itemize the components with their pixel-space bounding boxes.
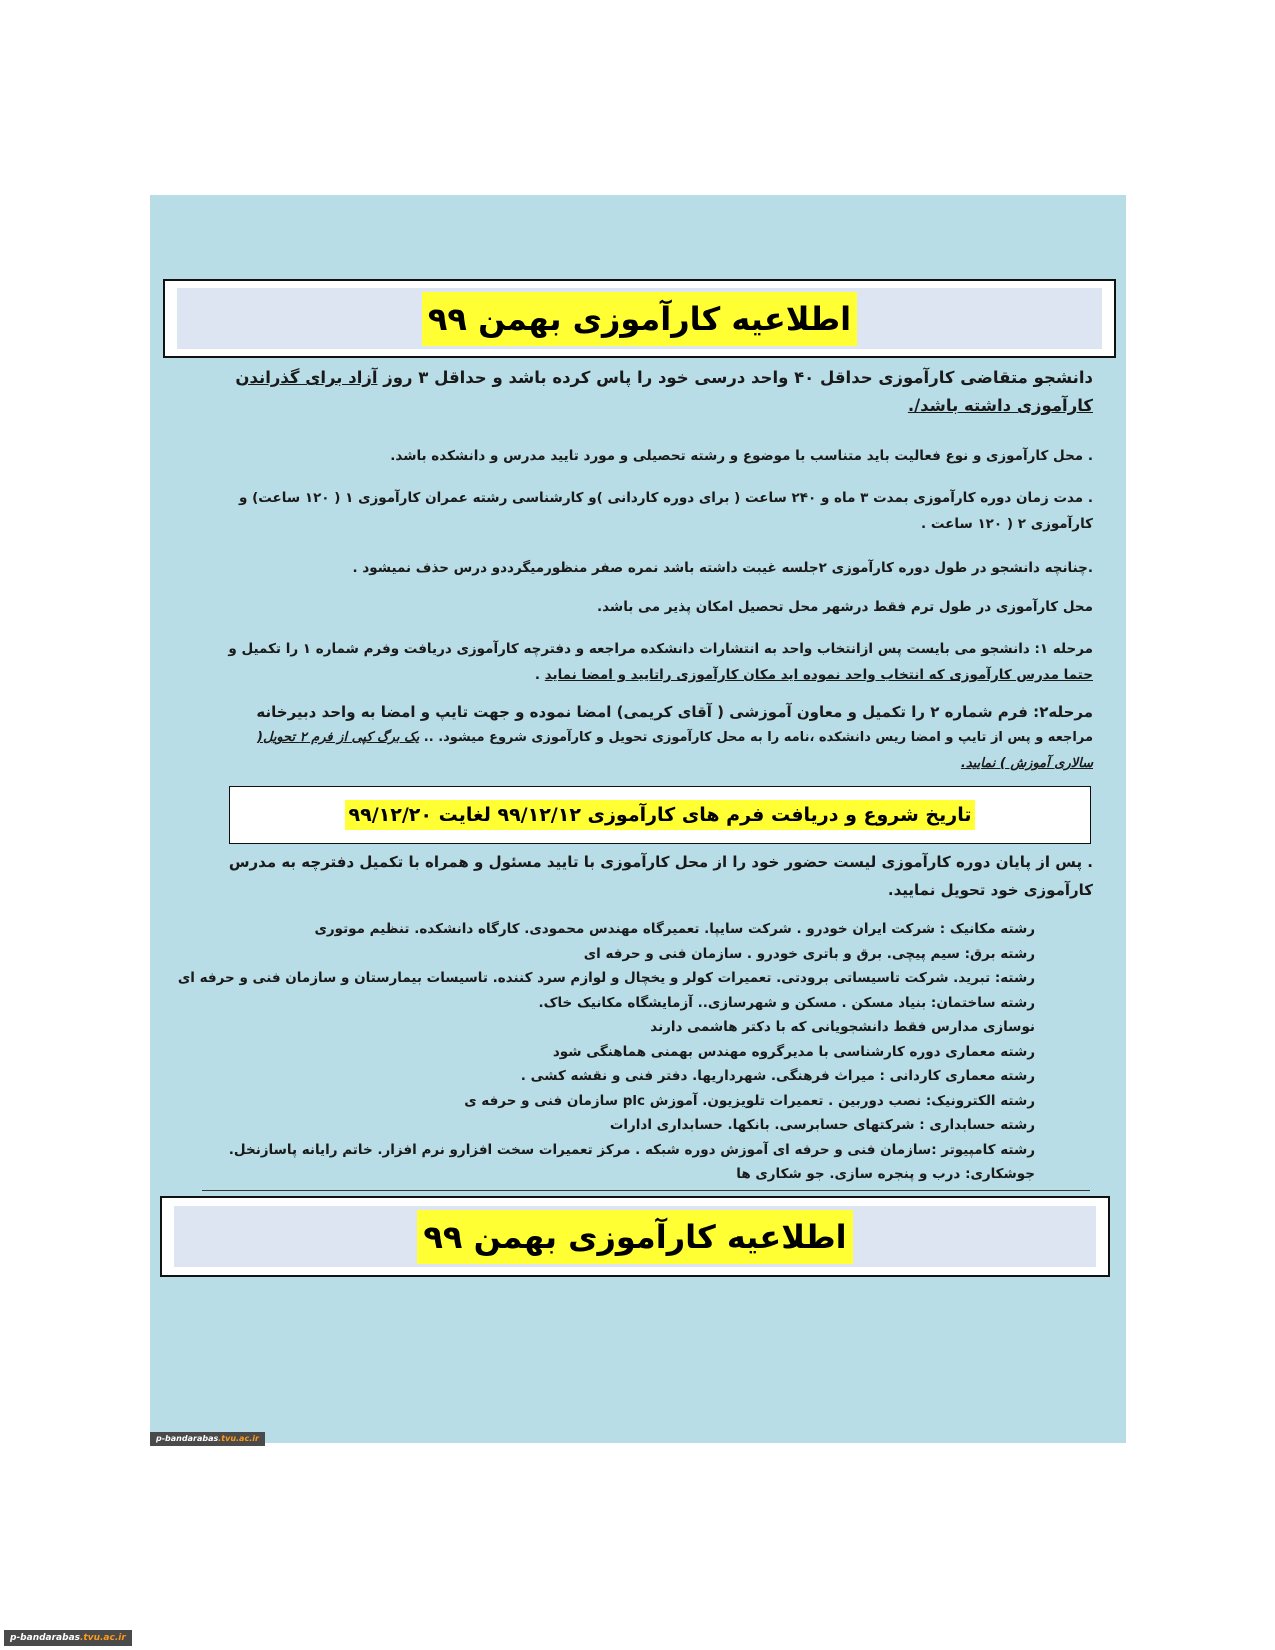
intro-underlined: آزاد برای گذراندن کارآموزی داشته باشد/. [235,368,1093,415]
badge-accent: .tvu.ac.ir [218,1434,259,1443]
step2-main: مرحله۲: فرم شماره ۲ را تکمیل و معاون آموزشی ( آقای کریمی) امضا نموده و جهت تایپ و امضا به واحد دبیرخانه [256,703,1093,721]
step2-underlined: یک برگ کپی از فرم ۲ تحویل( سالاری آموزش ) نمایید. [257,730,1093,771]
page-title: اطلاعیه کارآموزی بهمن ۹۹ [422,292,857,346]
title-box-bottom [160,1196,1110,1277]
intro-main: دانشجو متقاضی کارآموزی حداقل ۴۰ واحد درسی خود را پاس کرده باشد و حداقل ۳ روز [377,368,1093,387]
intro-paragraph [208,364,1093,420]
absence-paragraph: .چنانچه دانشجو در طول دوره کارآموزی ۲جلسه غیبت داشته باشد نمره صفر منظورمیگرددو درس حذف نمیشود . [352,560,1093,576]
list-item: رشته: تبرید. شرکت تاسیساتی برودتی. تعمیرات کولر و یخچال و لوازم سرد کننده. تاسیسات بیمارستان و سازمان فنی و حرفه ای [177,970,1035,986]
step1-underlined: حتما مدرس کارآموزی که انتخاب واحد نموده اید مکان کارآموزی راتایید و امضا نماید [544,667,1093,683]
title-band [174,1206,1096,1267]
step1-paragraph [208,636,1093,688]
after-paragraph: . پس از پایان دوره کارآموزی لیست حضور خود را از محل کارآموزی با تایید مسئول و همراه با تکمیل دفترچه به مدرس کارآموزی خود تحویل نمایید. [228,853,1093,899]
date-notice: تاریخ شروع و دریافت فرم های کارآموزی ۹۹/۱۲/۱۲ لغایت ۹۹/۱۲/۲۰ [345,800,976,830]
badge-accent: .tvu.ac.ir [80,1633,126,1643]
badge-prefix: p-bandarabas [156,1434,219,1443]
list-item: جوشکاری: درب و پنجره سازی. جو شکاری ها [736,1166,1035,1182]
list-item: رشته الکترونیک: نصب دوربین . تعمیرات تلویزیون. آموزش plc سازمان فنی و حرفه ی [464,1092,1035,1109]
list-item: رشته ساختمان: بنیاد مسکن . مسکن و شهرسازی.. آزمایشگاه مکانیک خاک. [538,994,1035,1011]
step2-paragraph [240,700,1093,776]
list-item: رشته مکانیک : شرکت ایران خودرو . شرکت سایپا. تعمیرگاه مهندس محمودی. کارگاه دانشکده. تنظیم موتوری [314,921,1035,937]
site-badge-inner [150,1432,265,1446]
divider [202,1190,1090,1191]
duration-paragraph: . مدت زمان دوره کارآموزی بمدت ۳ ماه و ۲۴۰ ساعت ( برای دوره کاردانی )و کارشناسی رشته عمران کارآموزی ۱ ( ۱۲۰ ساعت) و کارآموزی ۲ ( ۱۲۰ ساعت . [239,490,1093,532]
site-badge-outer [4,1630,132,1646]
page-title-repeat: اطلاعیه کارآموزی بهمن ۹۹ [417,1210,852,1264]
badge-prefix: p-bandarabas [10,1633,81,1643]
step1-tail: . [534,667,545,683]
field-list [177,917,1035,1187]
title-box-top [163,279,1116,358]
list-item: رشته معماری کاردانی : میراث فرهنگی. شهرداریها. دفتر فنی و نقشه کشی . [520,1068,1035,1084]
step1-main: مرحله ۱: دانشجو می بایست پس ازانتخاب واحد به انتشارات دانشکده مراجعه و دفترچه کارآموزی دریافت وفرم شماره ۱ را تکمیل و [228,641,1093,657]
location-paragraph: . محل کارآموزی و نوع فعالیت باید متناسب با موضوع و رشته تحصیلی و مورد تایید مدرس و دانشکده باشد. [390,448,1093,464]
list-item: رشته برق: سیم پیچی. برق و باتری خودرو . سازمان فنی و حرفه ای [583,945,1035,962]
title-band [177,288,1102,349]
place-paragraph: محل کارآموزی در طول ترم فقط درشهر محل تحصیل امکان پذیر می باشد. [597,599,1093,615]
step2-sub: مراجعه و پس از تایپ و امضا ریس دانشکده ،نامه را به محل کارآموزی تحویل و کارآموزی شروع میشود. .. [419,730,1093,745]
list-item: نوسازی مدارس فقط دانشجویانی که با دکتر هاشمی دارند [650,1019,1035,1035]
list-item: رشته کامپیوتر :سازمان فنی و حرفه ای آموزش دوره شبکه . مرکز تعمیرات سخت افزارو نرم افزار. خاتم رایانه پاسازنخل. [228,1141,1035,1158]
list-item: رشته معماری دوره کارشناسی با مدیرگروه مهندس بهمنی هماهنگی شود [552,1043,1035,1060]
date-notice-box [229,786,1091,844]
list-item: رشته حسابداری : شرکتهای حسابرسی. بانکها. حسابداری ادارات [609,1117,1035,1133]
